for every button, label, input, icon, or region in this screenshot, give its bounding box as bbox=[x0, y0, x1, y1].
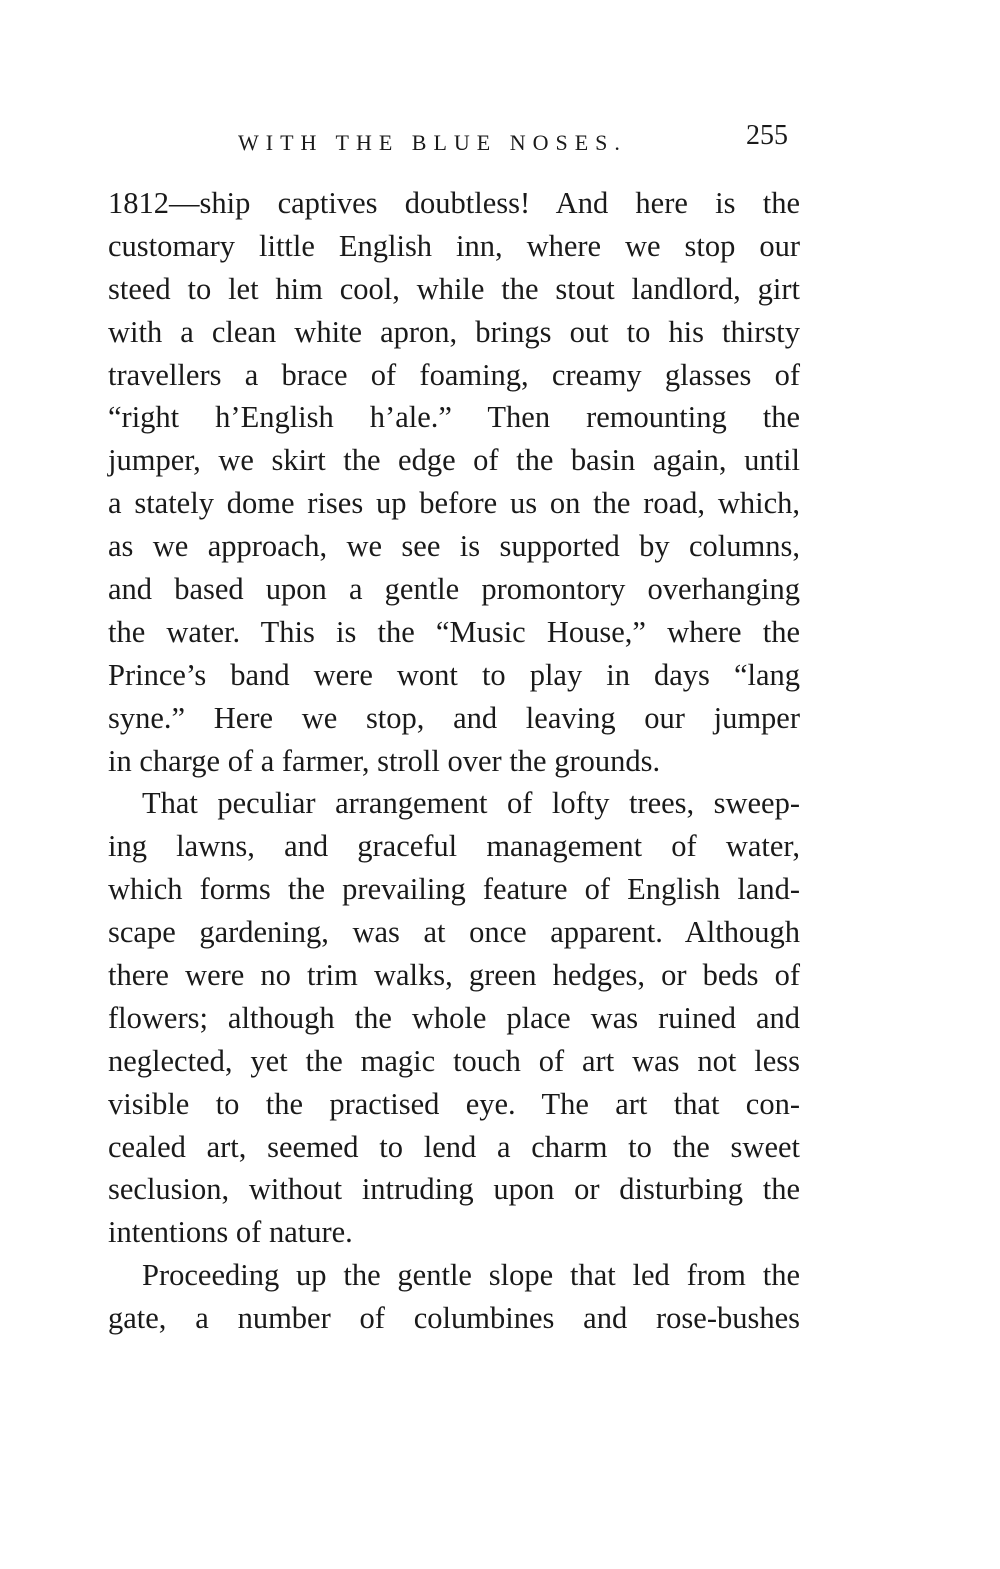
text-line: 1812—ship captives doubtless! And here is the bbox=[108, 186, 800, 220]
running-title: WITH THE BLUE NOSES. bbox=[238, 130, 627, 155]
text-line: jumper, we skirt the edge of the basin again, until bbox=[108, 443, 800, 478]
text-line: steed to let him cool, while the stout landlord, girt bbox=[108, 271, 800, 306]
text-line: Proceeding up the gentle slope that led from the bbox=[142, 1258, 800, 1293]
text-line: That peculiar arrangement of lofty trees, sweep- bbox=[142, 786, 800, 821]
text-line: the water. This is the “Music House,” where the bbox=[108, 614, 800, 649]
text-line: intentions of nature. bbox=[108, 1215, 353, 1250]
paragraph-1 bbox=[108, 182, 800, 782]
text-line: syne.” Here we stop, and leaving our jumper bbox=[108, 700, 800, 735]
text-line: gate, a number of columbines and rose-bushes bbox=[108, 1301, 800, 1336]
text-line: a stately dome rises up before us on the road, which, bbox=[108, 486, 800, 521]
text-line: neglected, yet the magic touch of art was not less bbox=[108, 1043, 800, 1078]
paragraph-2 bbox=[108, 782, 800, 1254]
text-line: ing lawns, and graceful management of water, bbox=[108, 829, 800, 864]
text-line: there were no trim walks, green hedges, or beds of bbox=[108, 958, 800, 993]
text-line: cealed art, seemed to lend a charm to the sweet bbox=[108, 1129, 800, 1164]
text-line: and based upon a gentle promontory overhanging bbox=[108, 572, 800, 607]
text-line: “right h’English h’ale.” Then remounting the bbox=[108, 400, 800, 435]
page-number: 255 bbox=[746, 120, 788, 151]
text-line: as we approach, we see is supported by columns, bbox=[108, 529, 800, 564]
text-line: with a clean white apron, brings out to his thirsty bbox=[108, 314, 800, 349]
text-line: which forms the prevailing feature of English land- bbox=[108, 872, 800, 907]
text-line: seclusion, without intruding upon or disturbing the bbox=[108, 1172, 800, 1207]
text-line: scape gardening, was at once apparent. Although bbox=[108, 915, 800, 950]
body-text bbox=[108, 182, 800, 1340]
text-line: Prince’s band were wont to play in days “lang bbox=[108, 657, 800, 692]
text-line: visible to the practised eye. The art that con- bbox=[108, 1086, 800, 1121]
text-line: flowers; although the whole place was ruined and bbox=[108, 1000, 800, 1035]
text-line: in charge of a farmer, stroll over the grounds. bbox=[108, 743, 661, 778]
text-line: customary little English inn, where we stop our bbox=[108, 228, 800, 263]
text-line: travellers a brace of foaming, creamy glasses of bbox=[108, 357, 800, 392]
paragraph-3 bbox=[108, 1254, 800, 1340]
